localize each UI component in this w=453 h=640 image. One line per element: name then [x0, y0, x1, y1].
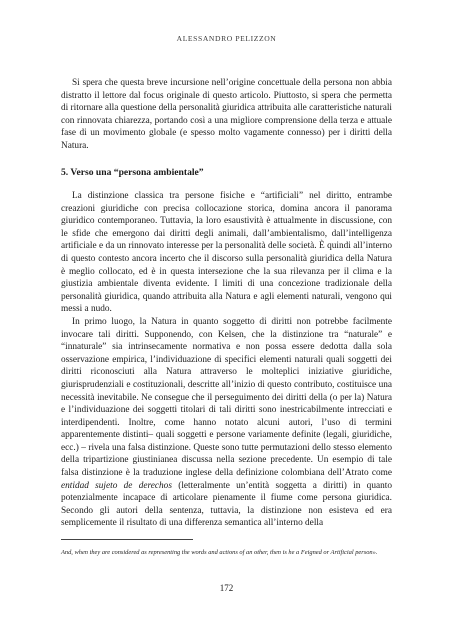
paragraph-3-text-a: In primo luogo, la Natura in quanto soggetto di diritti non potrebbe facilmente invocare tali diritti. Supponendo, con Kelsen, che la distinzione tra “naturale” e “innaturale” sia intrinsecamente normativa e non possa essere dedotta dalla sola osservazione empirica, l’individuazione di specifici elementi naturali quali soggetti dei diritti riconosciuti alla Natura attraverso le molteplici iniziative giuridiche, giurisprudenziali e costituzionali, descritte all’inizio di questo contributo, costituisce una necessità inevitabile. Ne consegue che il perseguimento dei diritti della (o per la) Natura e l’individuazione dei soggetti titolari di tali diritti sono inestricabilmente intrecciati e interdipendenti. Inoltre, come hanno notato alcuni autori, l’uso di termini apparentemente distinti– quali soggetti e persone variamente definite (legali, giuridiche, ecc.) – rivela una falsa distinzione. Queste sono tutte permutazioni dello stesso elemento della tripartizione giustinianea discussa nella sezione precedente. Un esempio di tale falsa distinzione è la traduzione inglese della definizione colombiana dell’Atrato come	[61, 316, 392, 479]
footnote: And, when they are considered as representing the words and actions of an other, then is he a Feigned or Artificial person».	[61, 549, 378, 556]
paragraph-3-text-b: (letteralmente un’entità soggetta a diritti) in quanto potenzialmente incapace di articolare pienamente il fiume come persona giuridica. Secondo gli autori della sentenza, tuttavia, la distinzione non esisteva ed era semplicemente il risultato di una differenza semantica all’interno della	[61, 480, 392, 529]
paragraph-3-italic: entidad sujeto de derechos	[61, 480, 172, 491]
page-number: 172	[219, 583, 234, 593]
paragraph-2: La distinzione classica tra persone fisiche e “artificiali” nel diritto, entrambe creazioni giuridiche con precisa collocazione storica, domina ancora il panorama giuridico contemporaneo. Tuttavia, la loro esaustività è attualmente in discussione, con le sfide che emergono dai diritti degli animali, dall’ambientalismo, dall’intelligenza artificiale e da un rinnovato interesse per la personalità delle società. È quindi all’interno di questo contesto ancora incerto che il discorso sulla personalità giuridica della Natura è meglio collocato, ed è in questa intersezione che la sua rilevanza per il clima e la giustizia ambientale diventa evidente. I limiti di una concezione tradizionale della personalità giuridica, quando attribuita alla Natura e agli elementi naturali, vengono qui messi a nudo.	[61, 191, 392, 315]
section-heading: 5. Verso una “persona ambientale”	[61, 167, 204, 178]
running-header: ALESSANDRO PELIZZON	[176, 34, 277, 43]
footnote-rule	[61, 539, 193, 540]
paragraph-3	[61, 316, 392, 530]
section-body	[61, 190, 392, 530]
intro-paragraph-block	[61, 77, 392, 153]
intro-paragraph: Si spera che questa breve incursione nell’origine concettuale della persona non abbia distratto il lettore dal focus originale di questo articolo. Piuttosto, si spera che permetta di ritornare alla questione della personalità giuridica attribuita alle caratteristiche naturali con rinnovata chiarezza, portando così a una migliore comprensione della terza e attuale fase di un movimento globale (e spesso molto vagamente connesso) per i diritti della Natura.	[61, 78, 392, 151]
